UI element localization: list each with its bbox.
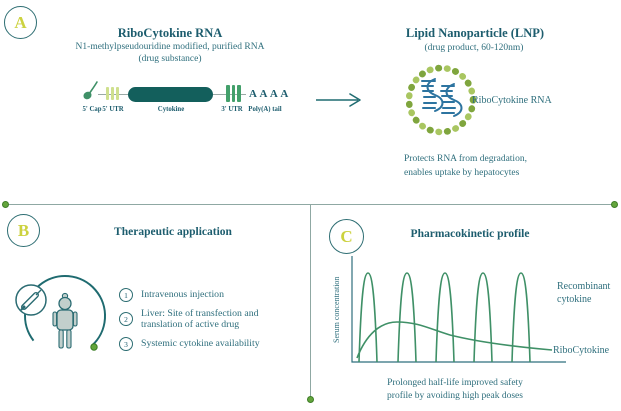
syringe-icon	[16, 285, 46, 315]
lnp-caption-line2: enables uptake by hepatocytes	[404, 168, 520, 178]
step-3-text: Systemic cytokine availability	[141, 338, 260, 350]
step-1-number: 1	[119, 288, 133, 302]
five-prime-utr-bars	[106, 87, 119, 100]
rna-subtitle-2: (drug substance)	[138, 54, 202, 64]
ribocytokine-curve	[357, 322, 552, 358]
five-prime-cap-icon	[81, 80, 103, 101]
arc-end-dot	[91, 344, 97, 350]
panel-c-title: Pharmacokinetic profile	[410, 228, 530, 240]
step-3-number: 3	[119, 337, 133, 351]
person-icon	[53, 293, 77, 348]
right-arrow-icon	[314, 92, 364, 108]
panel-a-badge	[4, 6, 37, 39]
step-2	[119, 308, 299, 331]
divider-dot-bottom	[307, 396, 314, 403]
rna-title: RiboCytokine RNA	[117, 26, 223, 40]
three-prime-utr-bars	[226, 85, 241, 102]
lnp-subtitle: (drug product, 60-120nm)	[424, 43, 524, 53]
chart-y-axis-label: Serum concentration	[332, 276, 341, 344]
rna-subtitle: N1-methylpseudouridine modified, purified RNA	[75, 42, 265, 52]
panel-c-caption-line1: Prolonged half-life improved safety	[387, 378, 523, 388]
lnp-title: Lipid Nanoparticle (LNP)	[405, 26, 545, 40]
label-5cap: 5' Cap	[82, 106, 102, 113]
step-3	[119, 337, 260, 351]
divider-dot-left	[2, 201, 9, 208]
panel-b-badge	[7, 214, 40, 247]
label-cytokine: Cytokine	[157, 106, 185, 113]
recombinant-cytokine-peaks	[359, 273, 530, 362]
vertical-divider	[310, 204, 311, 398]
label-3utr: 3' UTR	[221, 106, 243, 113]
legend-ribocytokine: RiboCytokine	[553, 345, 610, 356]
legend-recombinant-cytokine: Recombinant cytokine	[557, 281, 611, 305]
rna-strands-icon	[422, 79, 462, 116]
label-5utr: 5' UTR	[102, 106, 124, 113]
divider-dot-right	[611, 201, 618, 208]
label-polya: Poly(A) tail	[248, 106, 282, 113]
cytokine-orf-pill	[128, 87, 213, 102]
chart-axes	[352, 256, 566, 362]
panel-b-badge-letter: B	[17, 221, 30, 240]
pharmacokinetic-chart	[346, 250, 576, 368]
poly-a-tail-text: AAAA	[249, 88, 291, 100]
panel-c-badge	[329, 219, 364, 254]
step-2-text: Liver: Site of transfection and translation of active drug	[141, 308, 259, 331]
lipid-nanoparticle-icon	[402, 62, 482, 140]
step-2-number: 2	[119, 312, 133, 326]
panel-a-badge-letter: A	[14, 13, 27, 32]
step-1-text: Intravenous injection	[141, 289, 224, 301]
lnp-caption-line1: Protects RNA from degradation,	[404, 154, 527, 164]
panel-c-badge-letter: C	[340, 227, 353, 246]
step-1	[119, 288, 224, 302]
patient-injection-icon	[12, 266, 122, 370]
lnp-particle-label: RiboCytokine RNA	[472, 95, 552, 106]
panel-b-title: Therapeutic application	[114, 226, 232, 238]
panel-c-caption-line2: profile by avoiding high peak doses	[387, 391, 523, 401]
